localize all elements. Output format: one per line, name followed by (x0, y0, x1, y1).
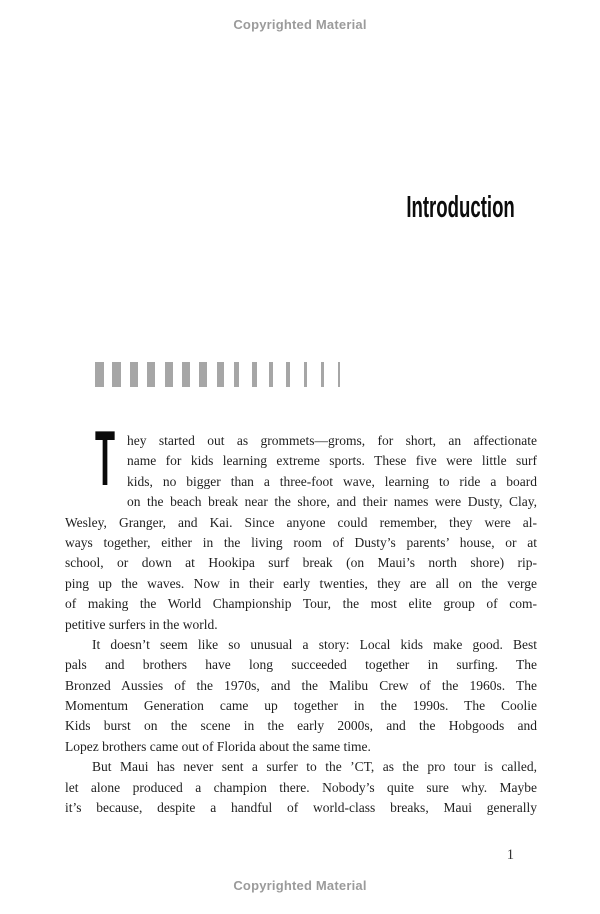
copyright-notice-top: Copyrighted Material (233, 17, 367, 32)
text-line: hey started out as grommets—groms, for short, an affectionate (127, 433, 537, 448)
text-line: of making the World Championship Tour, the most elite group of com- (65, 596, 537, 612)
decorative-bar (269, 362, 273, 387)
decorative-bars (95, 362, 356, 387)
text-line: Lopez brothers came out of Florida about the same time. (65, 738, 371, 754)
paragraph (65, 757, 537, 818)
copyright-notice-bottom: Copyrighted Material (233, 878, 367, 893)
chapter-title: Introduction (406, 189, 515, 224)
decorative-bar (234, 362, 239, 387)
decorative-bar (286, 362, 290, 387)
drop-cap-letter: T (95, 414, 116, 502)
text-line: name for kids learning extreme sports. These five were little surf (127, 453, 537, 469)
decorative-bar (165, 362, 173, 387)
text-line: on the beach break near the shore, and their names were Dusty, Clay, (127, 494, 537, 510)
text-line: petitive surfers in the world. (65, 616, 218, 632)
decorative-bar (182, 362, 190, 387)
paragraph (65, 414, 537, 635)
text-block (65, 414, 537, 818)
text-line: Momentum Generation came up together in the 1990s. The Coolie (65, 698, 537, 714)
text-line: it’s because, despite a handful of world-class breaks, Maui generally (65, 800, 537, 816)
decorative-bar (217, 362, 224, 387)
text-line: Wesley, Granger, and Kai. Since anyone could remember, they were al- (65, 514, 537, 530)
text-line: ping up the waves. Now in their early twenties, they are all on the verge (65, 575, 537, 591)
text-line: Kids burst on the scene in the early 2000s, and the Hobgoods and (65, 718, 537, 734)
text-line: But Maui has never sent a surfer to the ’CT, as the pro tour is called, (92, 759, 537, 775)
decorative-bar (112, 362, 121, 387)
decorative-bar (321, 362, 324, 387)
decorative-bar (199, 362, 207, 387)
page-number: 1 (506, 847, 514, 863)
decorative-bar (304, 362, 307, 387)
text-line: kids, no bigger than a three-foot wave, learning to ride a board (127, 473, 537, 489)
text-line: school, or down at Hookipa surf break (on Maui’s north shore) rip- (65, 555, 537, 571)
text-line: It doesn’t seem like so unusual a story: Local kids make good. Best (92, 636, 537, 652)
text-line: let alone produced a champion there. Nobody’s quite sure why. Maybe (65, 779, 537, 795)
text-line: Bronzed Aussies of the 1970s, and the Malibu Crew of the 1960s. The (65, 677, 537, 693)
decorative-bar (252, 362, 257, 387)
drop-cap (95, 414, 122, 502)
decorative-bar (338, 362, 340, 387)
paragraph (65, 635, 537, 757)
text-line: ways together, either in the living room of Dusty’s parents’ house, or at (65, 534, 537, 550)
decorative-bar (130, 362, 138, 387)
text-line: pals and brothers have long succeeded together in surfing. The (65, 657, 537, 673)
decorative-bar (95, 362, 104, 387)
decorative-bar (147, 362, 155, 387)
